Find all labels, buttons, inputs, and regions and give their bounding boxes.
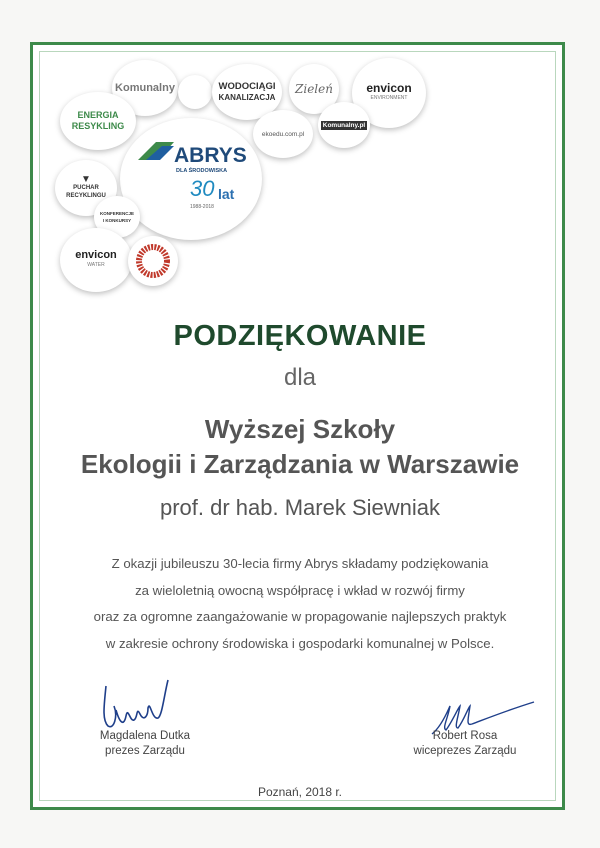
- red-ring-icon: [135, 243, 171, 279]
- logo-ekoedu-text: ekoedu.com.pl: [261, 130, 305, 138]
- logo-wodociagi-line1: WODOCIĄGI: [218, 81, 276, 92]
- body-line: w zakresie ochrony środowiska i gospodarki komunalnej w Polsce.: [105, 635, 495, 651]
- logo-komunalny-text: Komunalny: [115, 82, 175, 94]
- signatory-left-name: Magdalena Dutka: [99, 730, 191, 742]
- body-line: oraz za ogromne zaangażowanie w propagowanie najlepszych praktyk: [93, 609, 507, 625]
- logo-envicon-top-text: envicon: [366, 81, 412, 95]
- logo-abrys-main: [120, 118, 262, 240]
- signatory-left: [75, 729, 215, 759]
- place-and-date: Poznań, 2018 r.: [257, 785, 343, 799]
- body-line: za wieloletnią owocną współpracę i wkład w rozwój firmy: [135, 582, 465, 598]
- recipient-person: prof. dr hab. Marek Siewniak: [159, 495, 441, 520]
- logo-puchar-line2: RECYKLINGU: [66, 193, 106, 199]
- signatory-right: [395, 729, 535, 759]
- jubilee-years: 1988-2018: [190, 204, 214, 210]
- logo-energia-line2: RESYKLING: [71, 121, 125, 131]
- signatory-left-role: prezes Zarządu: [105, 745, 185, 757]
- logo-cluster: [0, 0, 600, 310]
- certificate-body: [0, 551, 600, 657]
- logo-puchar-line1: PUCHAR: [73, 185, 99, 191]
- logo-energia-line1: ENERGIA: [77, 110, 119, 120]
- for-word: dla: [283, 364, 317, 391]
- trophy-icon: ▼: [81, 174, 91, 185]
- recipient-line-1: Wyższej Szkoły: [204, 414, 396, 444]
- logo-envicon-bottom-text: envicon: [75, 249, 117, 261]
- jubilee-word: lat: [218, 186, 235, 202]
- logo-komunalny-pl: [318, 102, 370, 148]
- logo-envicon-bottom-sub: WATER: [87, 262, 105, 268]
- signature-left: [92, 676, 172, 734]
- logo-red-ring: [128, 236, 178, 286]
- logo-abrys-sub: DLA ŚRODOWISKA: [176, 168, 228, 174]
- logo-envicon-water: [60, 228, 132, 292]
- logo-wodociagi-line2: KANALIZACJA: [218, 93, 276, 102]
- logo-komunalny-pl-text: Komunalny.pl: [322, 121, 366, 129]
- body-line: Z okazji jubileuszu 30-lecia firmy Abrys składamy podziękowania: [111, 556, 489, 571]
- logo-konferencje-line2: I KONKURSY: [102, 218, 132, 223]
- signatory-right-name: Robert Rosa: [432, 730, 498, 742]
- logo-ekoedu: [253, 110, 313, 158]
- logo-konferencje-line1: KONFERENCJE: [99, 211, 134, 216]
- logo-envicon-top-sub: ENVIRONMENT: [370, 95, 408, 101]
- jubilee-number: 30: [190, 176, 215, 201]
- recipient-line-2: Ekologii i Zarządzania w Warszawie: [80, 449, 520, 479]
- certificate-heading: PODZIĘKOWANIE: [173, 320, 427, 352]
- abrys-swoosh-icon: [136, 140, 176, 162]
- logo-blank-bubble: [178, 75, 212, 109]
- signatory-right-role: wiceprezes Zarządu: [413, 745, 517, 757]
- logo-zieleni-text: Zieleń: [295, 82, 333, 96]
- logo-abrys-text: ABRYS: [174, 144, 247, 167]
